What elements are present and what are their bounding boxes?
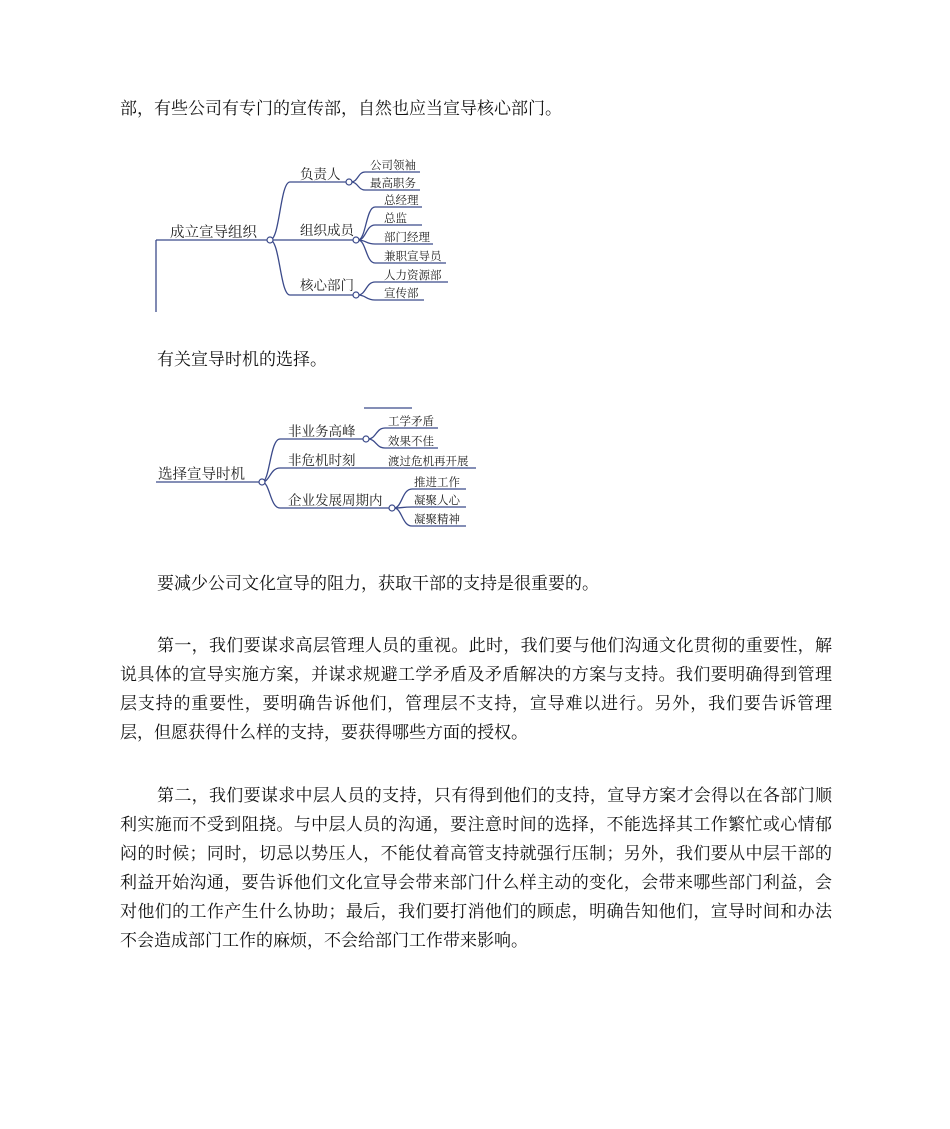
mindmap2-leaf: 效果不佳 — [388, 434, 434, 448]
mindmap2-branch-label: 非危机时刻 — [288, 453, 356, 469]
mindmap2-leaf: 推进工作 — [414, 475, 460, 489]
mindmap2-branch-label: 非业务高峰 — [288, 424, 356, 440]
mindmap-timing — [150, 405, 480, 535]
mindmap2-leaf: 渡过危机再开展 — [388, 454, 469, 468]
mindmap2-leaf: 凝聚人心 — [414, 493, 460, 507]
mindmap1-leaf: 总监 — [384, 211, 407, 225]
mindmap1-branch-label: 组织成员 — [300, 223, 354, 239]
mindmap1-leaf: 兼职宣导员 — [384, 249, 442, 263]
paragraph-resistance: 要减少公司文化宣导的阻力，获取干部的支持是很重要的。 — [157, 574, 599, 594]
mindmap1-leaf: 宣传部 — [384, 286, 419, 300]
mindmap2-root: 选择宣导时机 — [158, 467, 245, 483]
paragraph-top: 部，有些公司有专门的宣传部，自然也应当宣导核心部门。 — [120, 99, 562, 119]
mindmap1-leaf: 公司领袖 — [370, 158, 416, 172]
mindmap1-branch-label: 核心部门 — [300, 278, 354, 294]
mindmap1-leaf: 最高职务 — [370, 176, 416, 190]
mindmap1-branch-label: 负责人 — [300, 167, 341, 183]
paragraph-second: 第二，我们要谋求中层人员的支持，只有得到他们的支持，宣导方案才会得以在各部门顺利实施而不受到阻挠。与中层人员的沟通，要注意时间的选择，不能选择其工作繁忙或心情郁闷的时候；同时，切忌以势压人，不能仗着高管支持就强行压制；另外，我们要从中层干部的利益开始沟通，要告诉他们文化宣导会带来部门什么样主动的变化，会带来哪些部门利益，会对他们的工作产生什么协助；最后，我们要打消他们的顾虑，明确告知他们，宣导时间和办法不会造成部门工作的麻烦，不会给部门工作带来影响。 — [120, 786, 832, 951]
paragraph-timing: 有关宣导时机的选择。 — [157, 350, 327, 370]
mindmap-organization — [150, 152, 460, 312]
paragraph-first: 第一，我们要谋求高层管理人员的重视。此时，我们要与他们沟通文化贯彻的重要性，解说具体的宣导实施方案，并谋求规避工学矛盾及矛盾解决的方案与支持。我们要明确得到管理层支持的重要性，要明确告诉他们，管理层不支持，宣导难以进行。另外，我们要告诉管理层，但愿获得什么样的支持，要获得哪些方面的授权。 — [120, 636, 832, 743]
mindmap1-root: 成立宣导组织 — [170, 225, 257, 241]
mindmap1-leaf: 总经理 — [384, 193, 419, 207]
mindmap2-branch-label: 企业发展周期内 — [288, 493, 383, 509]
mindmap2-leaf: 工学矛盾 — [388, 414, 434, 428]
mindmap1-leaf: 人力资源部 — [384, 268, 442, 282]
mindmap1-leaf: 部门经理 — [384, 230, 430, 244]
mindmap2-leaf: 凝聚精神 — [414, 512, 460, 526]
